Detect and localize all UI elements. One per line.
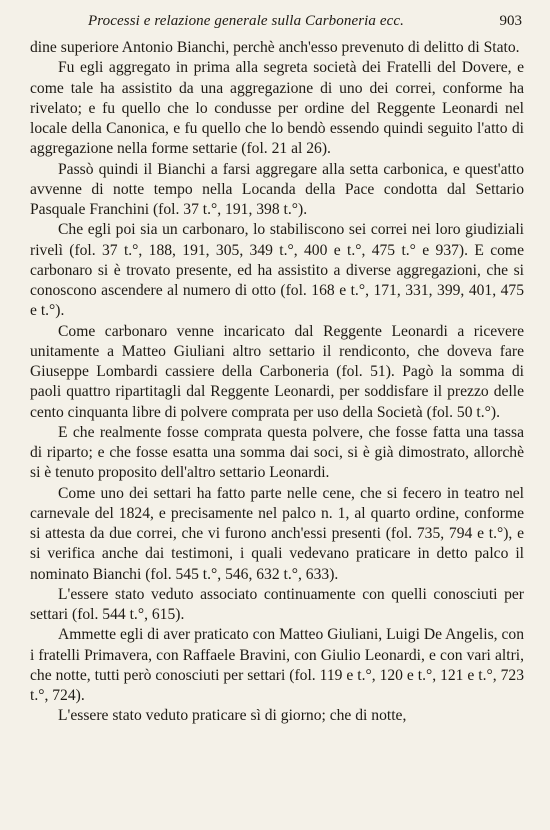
- paragraph: Ammette egli di aver praticato con Matteo Giuliani, Luigi De Angelis, con i fratelli Primavera, con Raffaele Bravini, con Giulio Leonardi, e con vari altri, che notte, tutti però conosciuti per settari (fol. 119 e t.°, 120 e t.°, 121 e t.°, 723 t.°, 724).: [30, 626, 524, 704]
- paragraph: Fu egli aggregato in prima alla segreta società dei Fratelli del Dovere, e come tale ha assistito da una aggregazione di uno dei correi, conforme ha rivelato; e fu quello che lo condusse per ordine del Reggente Leonardi nel locale della Canonica, e fu quello che lo bendò essendo quindi seguito l'atto di aggregazione nella forme settarie (fol. 21 al 26).: [30, 59, 524, 158]
- running-head: [30, 12, 524, 32]
- running-title: Processi e relazione generale sulla Carboneria ecc.: [88, 13, 405, 29]
- paragraph: Che egli poi sia un carbonaro, lo stabiliscono sei correi nei loro giudiziali rivelì (fol. 37 t.°, 188, 191, 305, 349 t.°, 400 e t.°, 475 t.° e 937). E come carbonaro si è trovato presente, ed ha assistito a diverse aggregazioni, che si conoscono ascendere al numero di otto (fol. 168 e t.°, 171, 331, 399, 401, 475 e t.°).: [30, 221, 524, 320]
- paragraph: dine superiore Antonio Bianchi, perchè anch'esso prevenuto di delitto di Stato.: [30, 39, 520, 56]
- paragraph: Passò quindi il Bianchi a farsi aggregare alla setta carbonica, e quest'atto avvenne di notte tempo nella Locanda della Pace condotta dal Settario Pasquale Franchini (fol. 37 t.°, 191, 398 t.°).: [30, 160, 524, 218]
- paragraph: Come carbonaro venne incaricato dal Reggente Leonardi a ricevere unitamente a Matteo Giuliani altro settario il rendiconto, che doveva fare Giuseppe Lombardi cassiere della Carboneria (fol. 51). Pagò la somma di paoli quattro ripartitagli dal Reggente Leonardi, per soddisfare il prezzo delle cento cinquanta libre di polvere comprata per uso della Società (fol. 50 t.°).: [30, 322, 524, 421]
- page-number: 903: [499, 13, 522, 29]
- paragraph: E che realmente fosse comprata questa polvere, che fosse fatta una tassa di riparto; e che fosse esatta una somma dai soci, si è già dimostrato, allorchè si è tenuto proposito dell'altro settario Leonardi.: [30, 423, 524, 482]
- paragraph: L'essere stato veduto associato continuamente con quelli conosciuti per settari (fol. 544 t.°, 615).: [30, 585, 524, 623]
- paragraph: Come uno dei settari ha fatto parte nelle cene, che si fecero in teatro nel carnevale del 1824, e precisamente nel palco n. 1, al quarto ordine, conforme si attesta da due correi, che vi furono anch'essi presenti (fol. 735, 794 e t.°), e si verifica anche dai testimoni, i quali vedevano praticare in detto palco il nominato Bianchi (fol. 545 t.°, 546, 632 t.°, 633).: [30, 484, 524, 583]
- paragraph: L'essere stato veduto praticare sì di giorno; che di notte,: [58, 707, 407, 725]
- body-text: [30, 38, 524, 727]
